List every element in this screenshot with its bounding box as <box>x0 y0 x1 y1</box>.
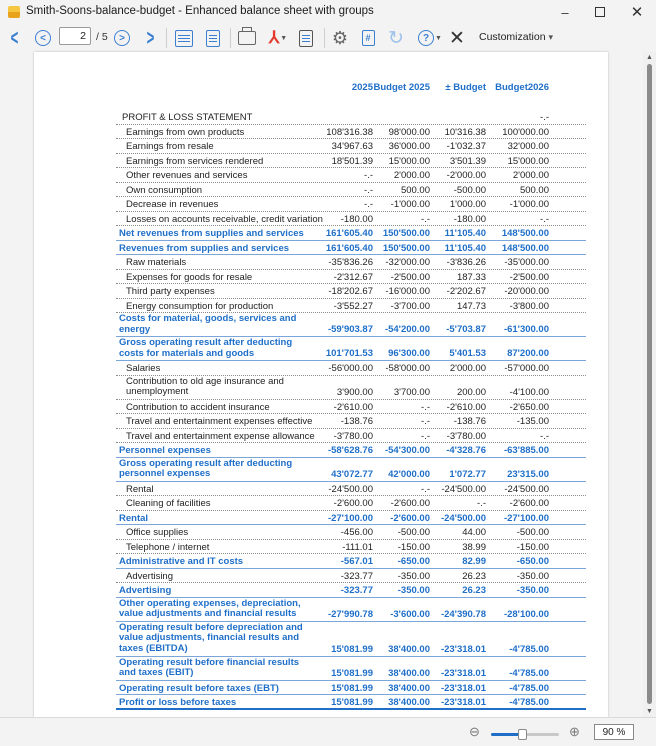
table-row <box>116 482 586 497</box>
row-value: 38'400.00 <box>388 682 430 694</box>
export-pdf-button[interactable] <box>264 27 292 49</box>
row-label: Operating result before financial results and taxes (EBIT) <box>119 656 300 678</box>
row-value: 2'000.00 <box>449 363 486 374</box>
chevron-down-icon: ▼ <box>435 34 442 42</box>
chevron-down-icon: ▼ <box>280 34 288 42</box>
table-row <box>116 429 586 444</box>
row-value: -24'500.00 <box>504 483 549 495</box>
row-value: -4'100.00 <box>509 386 549 398</box>
circle-chevron-left-icon: < <box>35 30 51 46</box>
row-value: -350.00 <box>516 585 549 596</box>
row-value: -1'032.37 <box>446 141 486 152</box>
row-value: -28'100.00 <box>503 608 549 620</box>
row-value: -35'836.26 <box>328 257 373 268</box>
row-value: 34'967.63 <box>331 141 373 152</box>
row-label: Energy consumption for production <box>126 300 274 312</box>
report-page <box>34 52 608 717</box>
row-value: -54'200.00 <box>384 324 430 335</box>
scroll-up-icon[interactable]: ▲ <box>646 54 653 61</box>
row-value: 98'000.00 <box>388 126 430 138</box>
row-value: -.- <box>540 112 549 123</box>
row-label: Telephone / internet <box>126 541 210 553</box>
table-total-row <box>116 241 586 256</box>
row-value: -350.00 <box>516 570 549 582</box>
row-value: -4'785.00 <box>509 667 549 679</box>
row-value: -4'328.76 <box>446 445 486 456</box>
table-row <box>116 569 586 584</box>
row-value: -2'202.67 <box>446 286 486 297</box>
row-value: -180.00 <box>453 213 486 225</box>
table-row <box>116 496 586 511</box>
row-label: Own consumption <box>126 184 203 196</box>
table-total-row <box>116 226 586 241</box>
row-value: 101'701.53 <box>325 348 373 359</box>
row-label: Earnings from resale <box>126 141 214 152</box>
row-value: 148'500.00 <box>501 242 549 254</box>
table-row <box>116 154 586 169</box>
row-value: 10'316.38 <box>444 126 486 138</box>
row-value: -.- <box>421 213 430 225</box>
table-row <box>116 540 586 555</box>
row-value: -.- <box>477 498 486 509</box>
row-value: -27'990.78 <box>327 608 373 620</box>
row-value: 38'400.00 <box>388 667 430 679</box>
row-value: 5'401.53 <box>449 348 486 359</box>
row-label: Administrative and IT costs <box>119 556 244 567</box>
table-row <box>116 197 586 212</box>
row-label: Contribution to accident insurance <box>126 401 270 413</box>
table-row <box>116 270 586 285</box>
table-row <box>116 361 586 376</box>
row-value: -4'785.00 <box>509 643 549 655</box>
row-value: 2'000.00 <box>512 170 549 181</box>
column-header-budget-2026: Budget2026 <box>495 82 549 93</box>
table-header <box>116 77 586 110</box>
table-row <box>116 110 586 125</box>
table-total-row <box>116 695 586 710</box>
row-value: -4'785.00 <box>509 697 549 708</box>
row-value: -.- <box>421 430 430 442</box>
fit-width-button[interactable] <box>174 27 194 49</box>
zoom-in-icon[interactable]: ⊕ <box>569 724 580 739</box>
row-value: 148'500.00 <box>501 228 549 239</box>
row-value: -2'312.67 <box>333 271 373 283</box>
row-value: -138.76 <box>453 416 486 427</box>
row-value: 187.33 <box>456 271 486 283</box>
chevron-left-icon: < <box>10 25 18 50</box>
maximize-icon <box>595 7 605 17</box>
chevron-down-icon: ▾ <box>548 32 553 42</box>
minimize-icon: – <box>561 4 569 20</box>
row-label: Other operating expenses, depreciation, value adjustments and financial results <box>119 597 301 619</box>
row-value: -.- <box>421 401 430 413</box>
zoom-slider-thumb[interactable] <box>518 729 527 740</box>
row-label: Travel and entertainment expenses effective <box>126 416 313 427</box>
row-value: 1'000.00 <box>449 199 486 210</box>
table-row <box>116 125 586 140</box>
chevron-right-icon: > <box>146 25 154 50</box>
row-label: Expenses for goods for resale <box>126 271 253 283</box>
row-label: Operating result before depreciation and value adjustments, financial results and taxes (EBITDA) <box>119 621 303 654</box>
table-total-row <box>116 554 586 569</box>
title-bar <box>0 0 656 24</box>
row-value: -.- <box>364 199 373 210</box>
row-label: Revenues from supplies and services <box>119 242 290 254</box>
close-window-button[interactable] <box>618 0 656 24</box>
row-value: -63'885.00 <box>503 445 549 456</box>
row-value: 500.00 <box>400 184 430 196</box>
column-header-2025: 2025 <box>351 82 373 93</box>
row-value: -111.01 <box>342 541 373 553</box>
row-value: 15'081.99 <box>331 697 373 708</box>
row-value: -2'600.00 <box>509 498 549 509</box>
row-value: -56'000.00 <box>328 363 373 374</box>
app-icon <box>8 6 20 18</box>
row-value: -2'600.00 <box>390 512 430 524</box>
row-value: -3'600.00 <box>390 608 430 620</box>
table-total-row <box>116 622 586 657</box>
row-label: Contribution to old age insurance and unemployment <box>126 375 284 397</box>
table-total-row <box>116 443 586 458</box>
row-value: 38.99 <box>462 541 486 553</box>
next-page-button[interactable] <box>113 27 131 49</box>
row-value: -32'000.00 <box>385 257 430 268</box>
row-label: Net revenues from supplies and services <box>119 228 304 239</box>
row-value: -2'000.00 <box>446 170 486 181</box>
row-value: 36'000.00 <box>388 141 430 152</box>
row-value: -5'703.87 <box>446 324 486 335</box>
document-view[interactable] <box>0 52 642 717</box>
row-value: -20'000.00 <box>504 286 549 297</box>
row-label: Third party expenses <box>126 286 215 297</box>
row-value: 26.23 <box>462 585 486 596</box>
previous-page-button[interactable] <box>34 27 52 49</box>
row-value: -350.00 <box>397 570 430 582</box>
page-icon <box>206 30 220 47</box>
row-label: Personnel expenses <box>119 445 211 456</box>
row-value: 108'316.38 <box>326 126 373 138</box>
row-value: 15'081.99 <box>331 643 373 655</box>
row-value: -2'600.00 <box>333 498 373 509</box>
row-value: 26.23 <box>462 570 486 582</box>
row-label: Earnings from own products <box>126 126 245 138</box>
row-value: -27'100.00 <box>503 512 549 524</box>
table-row <box>116 255 586 270</box>
next-button[interactable] <box>143 27 157 49</box>
table-total-row <box>116 337 586 361</box>
row-value: 150'500.00 <box>382 242 430 254</box>
row-value: -23'318.01 <box>440 643 486 655</box>
row-label: Raw materials <box>126 257 187 268</box>
row-value: 15'081.99 <box>331 682 373 694</box>
table-row <box>116 284 586 299</box>
row-value: -54'300.00 <box>384 445 430 456</box>
row-value: 3'900.00 <box>336 386 373 398</box>
row-value: -.- <box>540 430 549 442</box>
row-value: 43'072.77 <box>331 468 373 480</box>
help-button[interactable] <box>416 27 444 49</box>
row-value: 100'000.00 <box>502 126 549 138</box>
report-table <box>116 77 586 710</box>
row-label: Losses on accounts receivable, credit variation <box>126 213 323 225</box>
table-row <box>116 299 586 314</box>
close-icon: ✕ <box>630 4 644 21</box>
page-total: / 5 <box>96 31 108 43</box>
table-total-row <box>116 583 586 598</box>
page-number-input[interactable]: 2 <box>59 27 91 45</box>
copy-icon <box>299 30 313 47</box>
table-body <box>116 110 586 710</box>
row-value: -27'100.00 <box>327 512 373 524</box>
row-value: -150.00 <box>397 541 430 553</box>
table-row <box>116 400 586 415</box>
row-value: -58'628.76 <box>327 445 373 456</box>
row-value: -23'318.01 <box>440 682 486 694</box>
row-value: 82.99 <box>462 556 486 567</box>
row-value: -.- <box>364 170 373 181</box>
row-value: -323.77 <box>340 570 373 582</box>
row-value: 38'400.00 <box>388 643 430 655</box>
scrollbar-thumb[interactable] <box>647 64 652 704</box>
row-label: Rental <box>119 512 149 524</box>
vertical-scrollbar[interactable] <box>643 52 656 717</box>
row-value: -3'836.26 <box>446 257 486 268</box>
table-row <box>116 168 586 183</box>
row-label: Costs for material, goods, services and energy <box>119 313 297 335</box>
toolbar-separator <box>324 28 325 48</box>
row-label: Office supplies <box>126 527 189 538</box>
settings-button[interactable] <box>330 27 350 49</box>
row-value: -57'000.00 <box>504 363 549 374</box>
row-value: -4'785.00 <box>509 682 549 694</box>
row-value: -23'318.01 <box>440 697 486 708</box>
printer-icon <box>238 31 256 45</box>
row-value: 3'700.00 <box>393 386 430 398</box>
table-total-row <box>116 313 586 337</box>
row-value: 42'000.00 <box>388 468 430 480</box>
zoom-out-icon[interactable]: ⊖ <box>469 724 480 739</box>
row-value: -1'000.00 <box>509 199 549 210</box>
row-value: -18'202.67 <box>328 286 373 297</box>
customization-menu[interactable] <box>479 31 553 43</box>
scroll-down-icon[interactable]: ▼ <box>646 708 653 715</box>
fit-width-icon <box>175 30 193 47</box>
row-value: -456.00 <box>340 527 373 538</box>
row-value: -2'610.00 <box>333 401 373 413</box>
copy-button[interactable] <box>296 27 316 49</box>
row-label: Gross operating result after deducting costs for materials and goods <box>119 337 293 359</box>
row-value: -24'500.00 <box>440 512 486 524</box>
print-button[interactable] <box>236 27 258 49</box>
gear-icon: ⚙ <box>331 27 349 48</box>
row-value: -500.00 <box>397 527 430 538</box>
row-value: -2'500.00 <box>390 271 430 283</box>
row-value: -567.01 <box>340 556 373 567</box>
row-value: -323.77 <box>340 585 373 596</box>
row-value: 147.73 <box>456 300 486 312</box>
refresh-button[interactable] <box>386 27 406 49</box>
window-title: Smith-Soons-balance-budget - Enhanced balance sheet with groups <box>26 5 374 17</box>
row-value: -61'300.00 <box>503 324 549 335</box>
close-icon: ✕ <box>449 27 465 49</box>
row-value: -2'600.00 <box>390 498 430 509</box>
table-total-row <box>116 681 586 696</box>
customization-label: Customization <box>479 31 546 43</box>
table-total-row <box>116 458 586 482</box>
toolbar-separator <box>230 28 231 48</box>
page-number-button[interactable] <box>359 27 377 49</box>
table-total-row <box>116 511 586 526</box>
row-value: -.- <box>421 483 430 495</box>
close-report-button[interactable] <box>447 27 467 49</box>
table-row <box>116 525 586 540</box>
column-header-budget-2025: Budget 2025 <box>373 82 430 93</box>
row-value: -3'552.27 <box>333 300 373 312</box>
row-value: -35'000.00 <box>504 257 549 268</box>
row-value: 23'315.00 <box>507 468 549 480</box>
row-label: Advertising <box>119 585 172 596</box>
column-header-budget-diff: ± Budget <box>445 82 486 93</box>
row-value: -23'318.01 <box>440 667 486 679</box>
row-label: Cleaning of facilities <box>126 498 211 509</box>
table-row <box>116 212 586 227</box>
row-value: -2'500.00 <box>509 271 549 283</box>
zoom-level-input[interactable]: 90 % <box>594 724 634 740</box>
row-value: -3'800.00 <box>509 300 549 312</box>
row-value: -138.76 <box>340 416 373 427</box>
row-label: Other revenues and services <box>126 170 248 181</box>
circle-chevron-right-icon: > <box>114 30 130 46</box>
row-value: 200.00 <box>456 386 486 398</box>
row-value: 161'605.40 <box>325 242 373 254</box>
row-value: -650.00 <box>516 556 549 567</box>
row-value: 15'081.99 <box>331 667 373 679</box>
row-value: 15'000.00 <box>507 155 549 167</box>
table-row <box>116 376 586 400</box>
row-label: Advertising <box>126 570 173 582</box>
row-value: 3'501.39 <box>449 155 486 167</box>
row-value: 44.00 <box>462 527 486 538</box>
row-value: 96'300.00 <box>388 348 430 359</box>
hash-document-icon: # <box>362 30 375 46</box>
row-value: 32'000.00 <box>507 141 549 152</box>
row-value: -24'500.00 <box>328 483 373 495</box>
toolbar-separator <box>166 28 167 48</box>
row-value: -135.00 <box>516 416 549 427</box>
row-value: -.- <box>540 213 549 225</box>
previous-button[interactable] <box>7 27 21 49</box>
row-value: -16'000.00 <box>385 286 430 297</box>
row-value: -3'700.00 <box>390 300 430 312</box>
row-label: Rental <box>126 483 154 495</box>
row-label: Operating result before taxes (EBT) <box>119 682 279 694</box>
row-value: 11'105.40 <box>444 228 486 239</box>
row-value: -150.00 <box>516 541 549 553</box>
row-value: 15'000.00 <box>388 155 430 167</box>
row-value: -58'000.00 <box>385 363 430 374</box>
row-value: 1'072.77 <box>449 468 486 480</box>
row-value: -59'903.87 <box>327 324 373 335</box>
zoom-slider[interactable] <box>491 733 559 736</box>
row-value: 161'605.40 <box>325 228 373 239</box>
row-value: -2'610.00 <box>446 401 486 413</box>
row-value: -3'780.00 <box>446 430 486 442</box>
row-label: Profit or loss before taxes <box>119 697 237 708</box>
fit-page-button[interactable] <box>203 27 223 49</box>
row-value: 11'105.40 <box>444 242 486 254</box>
row-label: Gross operating result after deducting personnel expenses <box>119 457 293 479</box>
row-value: 150'500.00 <box>382 228 430 239</box>
row-value: -.- <box>421 416 430 427</box>
row-label: Travel and entertainment expense allowance <box>126 430 315 442</box>
table-row <box>116 183 586 198</box>
minimize-button[interactable] <box>546 0 584 24</box>
refresh-icon: ↻ <box>388 27 404 49</box>
row-label: PROFIT & LOSS STATEMENT <box>122 112 253 123</box>
row-value: -500.00 <box>516 527 549 538</box>
row-value: 500.00 <box>519 184 549 196</box>
pdf-icon: ⅄ <box>268 28 280 47</box>
row-value: -350.00 <box>397 585 430 596</box>
table-total-row <box>116 598 586 622</box>
row-value: -500.00 <box>453 184 486 196</box>
row-label: Decrease in revenues <box>126 199 219 210</box>
row-value: 87'200.00 <box>507 348 549 359</box>
row-value: -2'650.00 <box>509 401 549 413</box>
row-value: 2'000.00 <box>393 170 430 181</box>
table-total-row <box>116 657 586 681</box>
help-icon: ? <box>418 30 434 46</box>
row-value: -1'000.00 <box>390 199 430 210</box>
row-label: Earnings from services rendered <box>126 155 264 167</box>
row-value: 38'400.00 <box>388 697 430 708</box>
row-value: -650.00 <box>397 556 430 567</box>
row-value: 18'501.39 <box>331 155 373 167</box>
maximize-button[interactable] <box>581 0 619 24</box>
row-value: -180.00 <box>340 213 373 225</box>
row-value: -.- <box>364 184 373 196</box>
status-bar <box>0 717 656 746</box>
row-value: -24'390.78 <box>440 608 486 620</box>
table-row <box>116 414 586 429</box>
table-row <box>116 139 586 154</box>
row-label: Salaries <box>126 363 161 374</box>
row-value: -24'500.00 <box>441 483 486 495</box>
row-value: -3'780.00 <box>333 430 373 442</box>
